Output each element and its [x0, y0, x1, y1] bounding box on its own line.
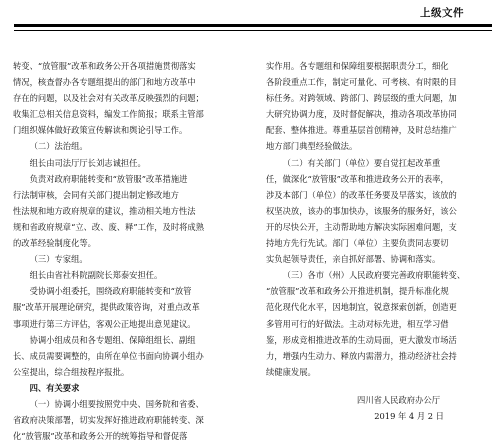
- right-line: 标任务。对跨领域、跨部门、跨层级的重大问题，加: [266, 93, 457, 104]
- right-line: （三）各市（州）人民政府要完善政府职能转变、: [282, 270, 466, 281]
- left-line: 事项进行第三方评估，客观公正地提出意见建议。: [13, 318, 196, 329]
- left-line: 组长由司法厅厅长刘志诚担任。: [29, 157, 146, 168]
- header-rule-thick: [14, 24, 492, 27]
- left-line: 情况，核查督办各专题组提出的部门和地方改革中: [13, 77, 196, 88]
- left-line: 规和省政府规章“立、改、废、释”工作，及时将成熟: [13, 221, 205, 232]
- left-line: （一）协调小组要按照党中央、国务院和省委、: [29, 398, 204, 409]
- right-line: （二）有关部门（单位）要自觉扛起改革重: [282, 157, 441, 168]
- right-line: 涉及本部门（单位）的改革任务要及早落实，该放的: [266, 189, 457, 200]
- right-line: 鉴，形成竞相推进改革的生动局面，更大激发市场活: [266, 334, 457, 345]
- left-line: 公室提出，综合组按程序报批。: [13, 366, 130, 377]
- left-line: 行法制审核，会同有关部门提出制定修改地方: [13, 189, 179, 200]
- right-line: 多管用可行的好做法。主动对标先进，相互学习借: [266, 318, 449, 329]
- right-line: 持地方先行先试。部门（单位）主要负责同志要切: [266, 238, 449, 249]
- left-column: [13, 58, 225, 444]
- section-heading-requirements: 四、有关要求: [29, 382, 80, 393]
- right-line: 大研究协调力度，及时督促解决，推动各项改革协同: [266, 109, 457, 120]
- left-line: 门组织媒体做好政策宣传解读和舆论引导工作。: [13, 125, 188, 136]
- right-column: [266, 58, 478, 380]
- header-title: 上级文件: [420, 7, 464, 19]
- left-line: 服”改革开展理论研究，提供政策咨询，对重点改革: [13, 302, 200, 313]
- left-line: 负责对政府职能转变和“放管服”改革措施进: [29, 173, 188, 184]
- right-line: 力，增强内生动力、释放内需潜力，推动经济社会持: [266, 350, 457, 361]
- signature-block: [357, 392, 444, 424]
- left-line: 转变、“放管服”改革和政务公开各项措施贯彻落实: [13, 61, 196, 71]
- right-line: 权坚决放，该办的事加快办，该服务的服务好，该公: [266, 205, 457, 216]
- left-line: 组长由省社科院副院长郑泰安担任。: [29, 270, 163, 281]
- left-line: 化“放管服”改革和政务公开的统筹指导和督促落: [13, 431, 188, 442]
- right-line: 实负起领导责任，亲自抓好部署、协调和落实。: [266, 254, 441, 265]
- left-line: 收集汇总相关信息资料，编发工作简报；联系主管部: [13, 109, 204, 120]
- left-line: 存在的问题，以及社会对有关改革反映强烈的问题；: [13, 93, 204, 104]
- left-line: 长、成员需要调整的，由所在单位书面向协调小组办: [13, 350, 204, 361]
- section-heading-expert: （三）专家组。: [29, 254, 88, 265]
- right-line: 任，做深化“放管服”改革和推进政务公开的表率，: [266, 173, 449, 184]
- right-line: “放管服”改革和政务公开推进机制，提升标准化规: [266, 286, 449, 297]
- left-line: 的改革经验制度化等。: [13, 238, 96, 249]
- header-rule-thin: [14, 30, 492, 31]
- issue-date: 2019 年 4 月 2 日: [374, 411, 444, 421]
- left-line: 省政府决策部署，切实发挥好推进政府职能转变、深: [13, 415, 204, 426]
- right-line: 实作用。各专题组和保障组要根据职责分工，细化: [266, 61, 449, 71]
- left-line: 协调小组成员和各专题组、保障组组长、副组: [29, 334, 196, 345]
- issuing-organization: 四川省人民政府办公厅: [357, 395, 440, 405]
- right-line: 范化现代化水平，因地制宜，锐意探索创新，创造更: [266, 302, 457, 313]
- left-line: 受协调小组委托，围绕政府职能转变和“放管: [29, 286, 192, 297]
- right-line: 续健康发展。: [266, 366, 316, 377]
- right-line: 各阶段重点工作，制定可量化、可考核、有时限的目: [266, 77, 457, 88]
- right-line: 开的尽快公开，主动帮助地方解决实际困难问题，支: [266, 221, 457, 232]
- left-line: 性法规和地方政府规章的建议，推动相关地方性法: [13, 205, 196, 216]
- right-line: 地方部门典型经验做法。: [266, 141, 358, 152]
- section-heading-legal: （二）法治组。: [29, 141, 88, 152]
- right-line: 配套、整体推进。尊重基层首创精神，及时总结推广: [266, 125, 457, 136]
